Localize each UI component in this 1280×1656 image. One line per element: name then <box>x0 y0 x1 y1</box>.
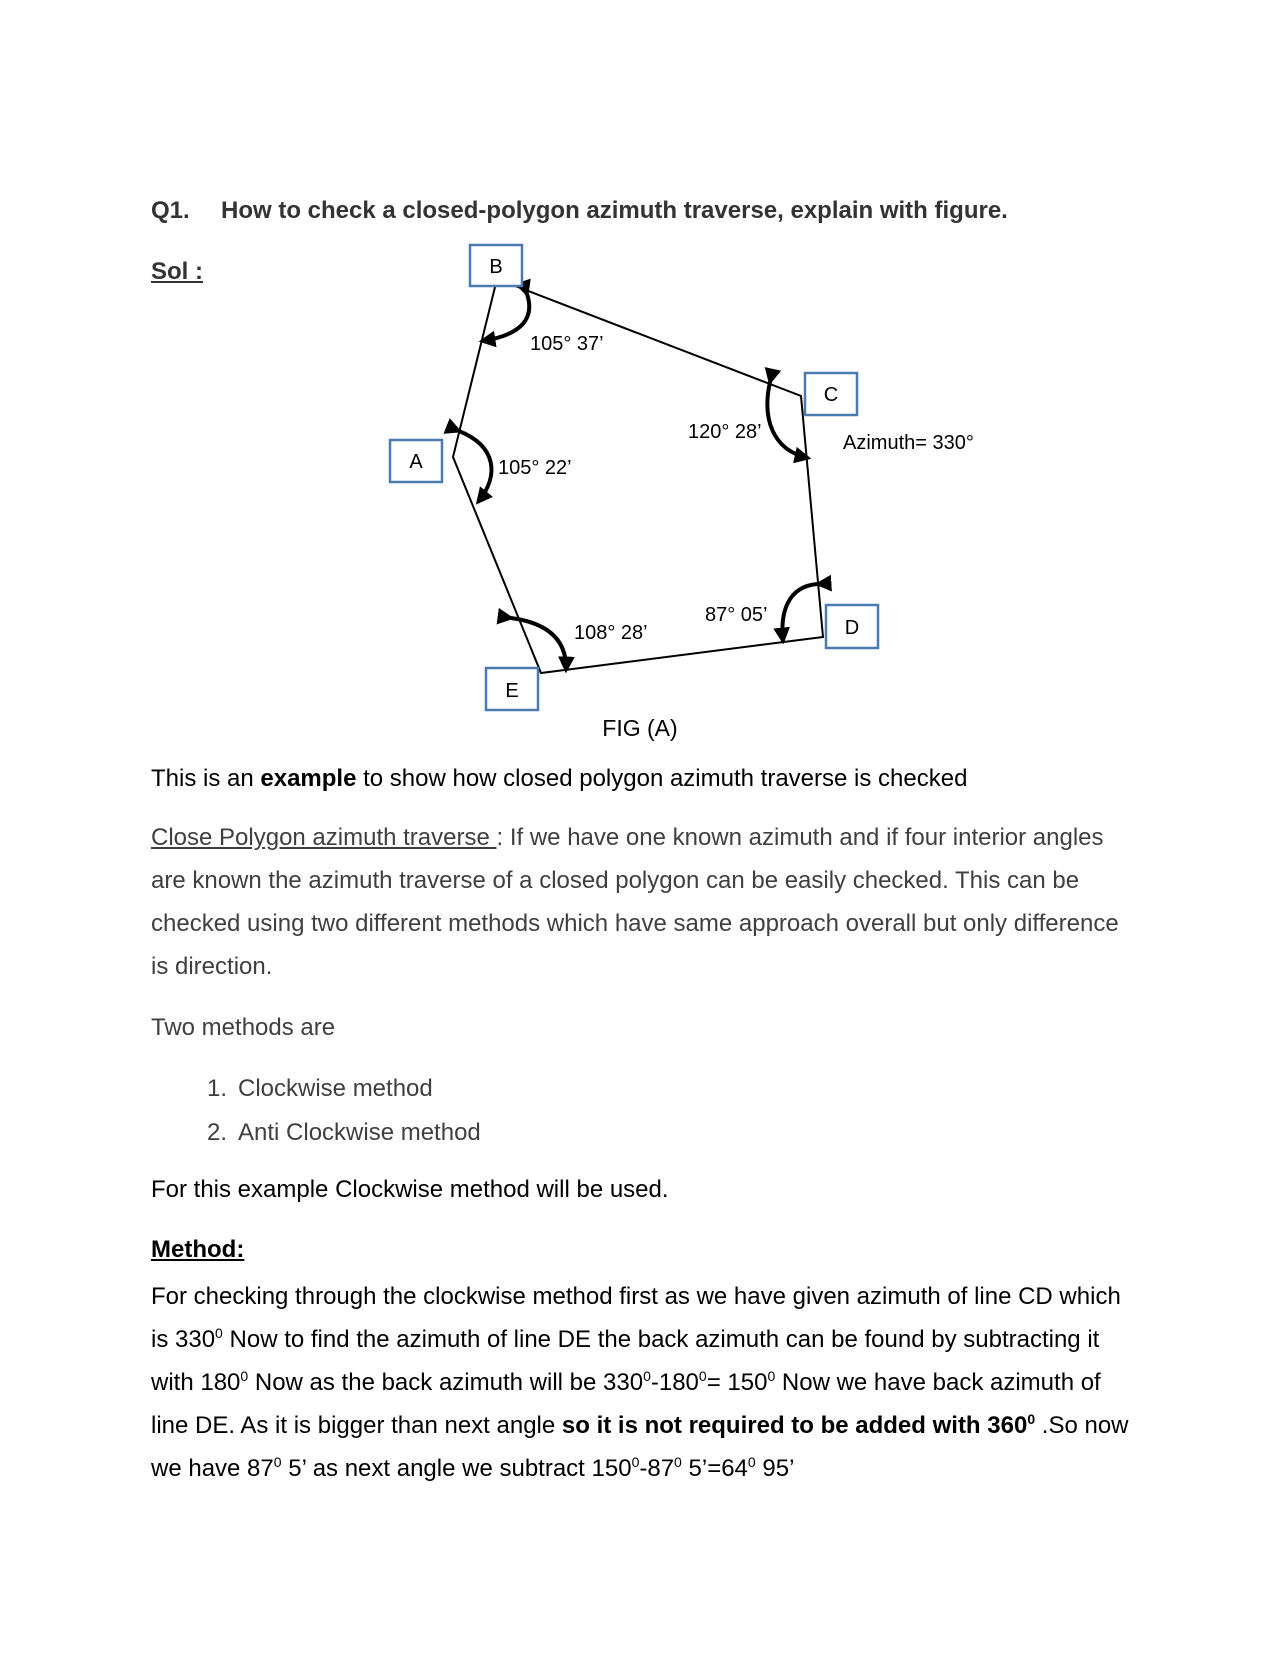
degree-mark: 0 <box>698 1368 707 1384</box>
method-text: 5’ as next angle we subtract 150 <box>281 1455 632 1482</box>
method-text: .So now we have 87 <box>151 1412 1129 1482</box>
methods-list <box>151 1067 481 1155</box>
method-text: -87 <box>639 1455 675 1482</box>
angle-label-e: 108° 28’ <box>574 622 648 644</box>
list-number: 2. <box>206 1119 227 1146</box>
close-polygon-paragraph <box>151 816 1141 988</box>
method-text: Now we have back azimuth of line DE. As it is bigger than next angle <box>151 1369 1101 1439</box>
degree-mark: 0 <box>674 1454 682 1470</box>
method-text: -180 <box>650 1369 699 1396</box>
traverse-figure <box>0 0 1280 740</box>
angle-label-a: 105° 22’ <box>498 457 572 479</box>
list-item <box>151 1111 481 1155</box>
close-polygon-text: : If we have one known azimuth and if four interior angles are known the azimuth traverse of a closed polygon can be easily checked. This can be checked using two different methods which have same approach overall but only difference is direction. <box>151 824 1119 980</box>
method-heading: Method: <box>151 1236 245 1263</box>
intro-bold: example <box>260 765 357 792</box>
method-text: For checking through the clockwise method first as we have given azimuth of line CD which is 330 <box>151 1283 1121 1353</box>
list-item <box>151 1067 481 1111</box>
method-text: 95’ <box>755 1455 795 1482</box>
degree-mark: 0 <box>273 1454 282 1470</box>
method-text: = 150 <box>706 1369 768 1396</box>
point-a-label: A <box>409 451 423 473</box>
intro-text-end: to show how closed polygon azimuth traverse is checked <box>356 765 968 792</box>
point-e-label: E <box>505 680 519 702</box>
intro-text-start: This is an <box>151 765 261 792</box>
point-d-label: D <box>844 617 860 639</box>
point-c-label: C <box>823 384 839 406</box>
angle-arc-b <box>482 294 529 341</box>
method-text: 5’=64 <box>681 1455 748 1482</box>
list-label: Anti Clockwise method <box>238 1119 481 1146</box>
figure-caption: FIG (A) <box>602 715 678 741</box>
method-text: Now as the back azimuth will be 330 <box>248 1369 644 1396</box>
angle-arc-e <box>511 618 566 670</box>
angle-arc-a <box>459 431 491 502</box>
point-b-label: B <box>489 256 503 278</box>
method-paragraph <box>151 1275 1141 1490</box>
angle-label-d: 87° 05’ <box>705 604 768 626</box>
angle-label-c: 120° 28’ <box>688 421 762 443</box>
for-this-text: For this example Clockwise method will be used. <box>151 1176 669 1203</box>
question-text: How to check a closed-polygon azimuth traverse, explain with figure. <box>221 197 1008 224</box>
method-bold-text: so it is not required to be added with 360 <box>561 1412 1028 1439</box>
degree-mark: 0 <box>631 1454 640 1470</box>
list-label: Clockwise method <box>238 1075 433 1102</box>
angle-label-b: 105° 37’ <box>530 333 604 355</box>
angle-arc-d <box>782 584 818 641</box>
azimuth-label: Azimuth= 330° <box>843 432 974 454</box>
degree-mark: 0 <box>1027 1411 1036 1427</box>
intro-paragraph <box>151 757 1141 800</box>
method-text: Now to find the azimuth of line DE the back azimuth can be found by subtracting it with 180 <box>151 1326 1100 1396</box>
two-methods-text: Two methods are <box>151 1014 336 1041</box>
degree-mark: 0 <box>215 1325 223 1341</box>
question-number: Q1. <box>151 197 190 224</box>
solution-label: Sol : <box>151 258 203 285</box>
degree-mark: 0 <box>240 1368 249 1384</box>
degree-mark: 0 <box>643 1368 651 1384</box>
degree-mark: 0 <box>747 1454 756 1470</box>
close-polygon-title: Close Polygon azimuth traverse <box>151 824 497 851</box>
degree-mark: 0 <box>767 1368 776 1384</box>
list-number: 1. <box>206 1075 227 1102</box>
angle-arc-c <box>767 382 808 458</box>
